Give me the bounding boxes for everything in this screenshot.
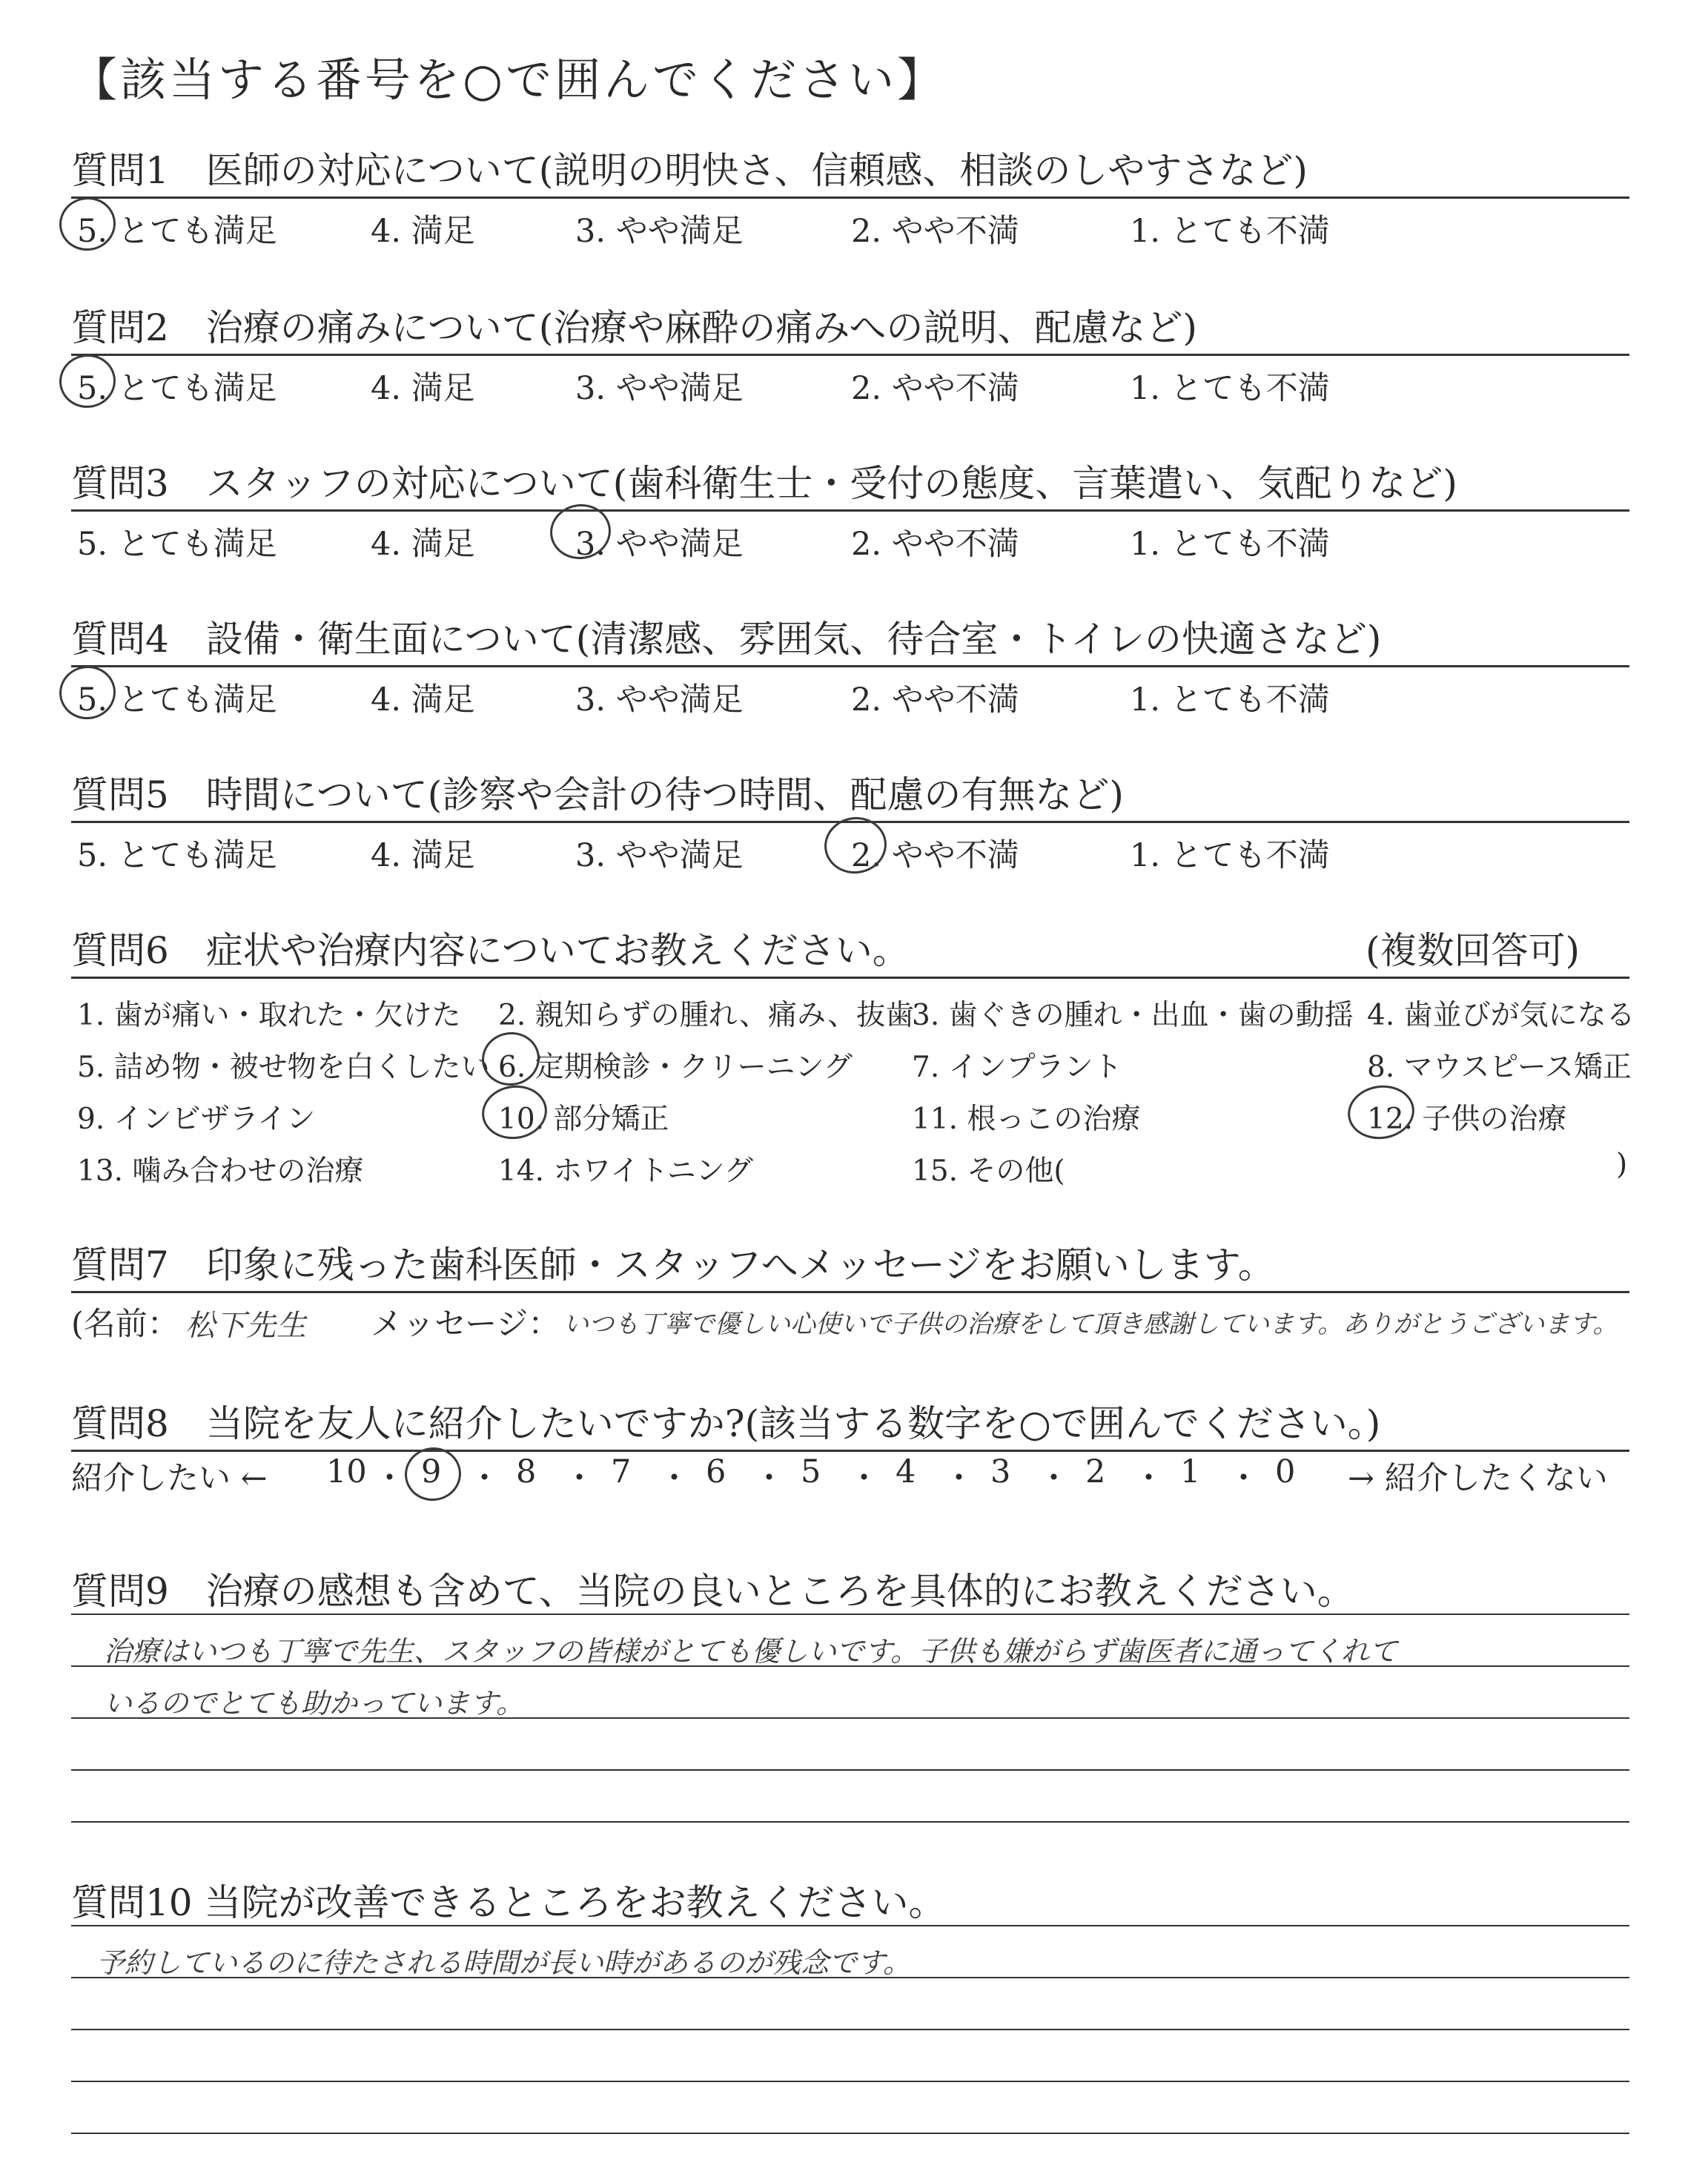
q4-option-5[interactable]: 5. とても満足 <box>77 681 277 719</box>
q7-name-label: (名前： <box>71 1306 179 1343</box>
q6-option-10[interactable]: 10. 部分矯正 <box>498 1103 669 1136</box>
q8-scale-separator: ・ <box>848 1460 880 1497</box>
q2-option-5[interactable]: 5. とても満足 <box>77 370 277 407</box>
q1-option-4[interactable]: 4. 満足 <box>371 213 475 250</box>
q8-scale-7[interactable]: 7 <box>611 1453 632 1490</box>
q8-title: 質問8 当院を友人に紹介したいですか?(該当する数字を○で囲んでください。) <box>71 1402 1381 1445</box>
q7-message-value[interactable]: いつも丁寧で優しい心使いで子供の治療をして頂き感謝しています。ありがとうございます。 <box>563 1309 1618 1339</box>
q8-scale-0[interactable]: 0 <box>1275 1453 1296 1490</box>
q8-scale-5[interactable]: 5 <box>801 1453 821 1490</box>
q8-divider <box>71 1450 1629 1452</box>
q5-option-1[interactable]: 1. とても不満 <box>1130 837 1330 874</box>
q3-option-2[interactable]: 2. やや不満 <box>851 526 1019 563</box>
q9-line-1 <box>71 1665 1629 1667</box>
q9-line-4 <box>71 1821 1629 1823</box>
q5-title: 質問5 時間について(診察や会計の待つ時間、配慮の有無など) <box>71 773 1124 816</box>
q3-divider <box>71 509 1629 512</box>
q1-option-3[interactable]: 3. やや満足 <box>575 213 744 250</box>
q8-scale-4[interactable]: 4 <box>896 1453 916 1490</box>
q4-divider <box>71 665 1629 667</box>
q8-scale <box>326 1453 1320 1495</box>
q8-scale-separator: ・ <box>1038 1460 1070 1497</box>
q8-scale-8[interactable]: 8 <box>516 1453 537 1490</box>
q6-multiple-note: (複数回答可) <box>1366 929 1580 972</box>
q2-option-1[interactable]: 1. とても不満 <box>1130 370 1330 407</box>
q8-scale-separator: ・ <box>753 1460 785 1497</box>
q1-option-1[interactable]: 1. とても不満 <box>1130 213 1330 250</box>
q5-option-5[interactable]: 5. とても満足 <box>77 837 277 874</box>
q3-option-5[interactable]: 5. とても満足 <box>77 526 277 563</box>
q10-line-2 <box>71 2029 1629 2030</box>
q7-name-value[interactable]: 松下先生 <box>185 1309 307 1343</box>
q6-option-5[interactable]: 5. 詰め物・被せ物を白くしたい <box>77 1051 490 1084</box>
q2-option-3[interactable]: 3. やや満足 <box>575 370 744 407</box>
q2-divider <box>71 354 1629 356</box>
q9-line-3 <box>71 1769 1629 1771</box>
q10-line-1 <box>71 1977 1629 1978</box>
q8-scale-9[interactable]: 9 <box>421 1453 442 1490</box>
q5-option-4[interactable]: 4. 満足 <box>371 837 475 874</box>
q9-title: 質問9 治療の感想も含めて、当院の良いところを具体的にお教えください。 <box>71 1570 1354 1613</box>
q8-scale-separator: ・ <box>563 1460 595 1497</box>
q10-line-3 <box>71 2081 1629 2082</box>
q8-left-label: 紹介したい ← <box>71 1460 268 1497</box>
q4-option-4[interactable]: 4. 満足 <box>371 681 475 719</box>
q1-divider <box>71 196 1629 199</box>
q9-line-2 <box>71 1717 1629 1719</box>
q10-answer-line-1[interactable]: 予約しているのに待たされる時間が長い時があるのが残念です。 <box>96 1946 911 1979</box>
q3-option-4[interactable]: 4. 満足 <box>371 526 475 563</box>
q6-option-15[interactable]: 15. その他( <box>912 1155 1065 1188</box>
q6-option-9[interactable]: 9. インビザライン <box>77 1103 316 1136</box>
q2-option-2[interactable]: 2. やや不満 <box>851 370 1019 407</box>
q7-divider <box>71 1291 1629 1293</box>
q1-option-2[interactable]: 2. やや不満 <box>851 213 1019 250</box>
q6-option-11[interactable]: 11. 根っこの治療 <box>912 1103 1141 1136</box>
q8-scale-separator: ・ <box>374 1460 406 1497</box>
q5-option-3[interactable]: 3. やや満足 <box>575 837 744 874</box>
q4-option-1[interactable]: 1. とても不満 <box>1130 681 1330 719</box>
q8-scale-2[interactable]: 2 <box>1085 1453 1106 1490</box>
q6-option-14[interactable]: 14. ホワイトニング <box>498 1155 753 1188</box>
q6-option-1[interactable]: 1. 歯が痛い・取れた・欠けた <box>77 999 461 1032</box>
q8-scale-separator: ・ <box>943 1460 975 1497</box>
q6-option-6[interactable]: 6. 定期検診・クリーニング <box>498 1051 853 1084</box>
q9-line-0 <box>71 1614 1629 1615</box>
q3-title: 質問3 スタッフの対応について(歯科衛生士・受付の態度、言葉遣い、気配りなど) <box>71 462 1457 505</box>
q8-right-label: → 紹介したくない <box>1348 1460 1608 1497</box>
q4-option-3[interactable]: 3. やや満足 <box>575 681 744 719</box>
q5-option-2[interactable]: 2. やや不満 <box>851 837 1019 874</box>
q8-scale-3[interactable]: 3 <box>990 1453 1011 1490</box>
q9-answer-line-1[interactable]: 治療はいつも丁寧で先生、スタッフの皆様がとても優しいです。子供も嫌がらず歯医者に通ってくれて <box>104 1635 1397 1668</box>
q8-selection-circle <box>401 1444 464 1505</box>
q8-scale-1[interactable]: 1 <box>1180 1453 1201 1490</box>
q2-option-4[interactable]: 4. 満足 <box>371 370 475 407</box>
q4-title: 質問4 設備・衛生面について(清潔感、雰囲気、待合室・トイレの快適さなど) <box>71 618 1382 661</box>
q2-title: 質問2 治療の痛みについて(治療や麻酔の痛みへの説明、配慮など) <box>71 306 1197 349</box>
q6-option-15-close: ) <box>1616 1148 1628 1181</box>
q1-option-5[interactable]: 5. とても満足 <box>77 213 277 250</box>
q6-title: 質問6 症状や治療内容についてお教えください。 <box>71 929 910 972</box>
q6-divider <box>71 977 1629 979</box>
q6-option-4[interactable]: 4. 歯並びが気になる <box>1367 999 1635 1032</box>
q10-line-4 <box>71 2133 1629 2134</box>
q10-line-0 <box>71 1925 1629 1926</box>
form-title: 【該当する番号を○で囲んでください】 <box>71 53 947 107</box>
q8-scale-10[interactable]: 10 <box>326 1453 367 1490</box>
q8-scale-separator: ・ <box>1228 1460 1260 1497</box>
q6-option-13[interactable]: 13. 噛み合わせの治療 <box>77 1155 364 1188</box>
q1-title: 質問1 医師の対応について(説明の明快さ、信頼感、相談のしやすさなど) <box>71 149 1308 192</box>
q6-option-2[interactable]: 2. 親知らずの腫れ、痛み、抜歯 <box>498 999 915 1032</box>
q3-option-1[interactable]: 1. とても不満 <box>1130 526 1330 563</box>
q8-scale-separator: ・ <box>1133 1460 1165 1497</box>
q4-option-2[interactable]: 2. やや不満 <box>851 681 1019 719</box>
q9-answer-line-2[interactable]: いるのでとても助かっています。 <box>104 1687 524 1720</box>
q7-title: 質問7 印象に残った歯科医師・スタッフへメッセージをお願いします。 <box>71 1244 1275 1287</box>
q6-option-8[interactable]: 8. マウスピース矯正 <box>1367 1051 1632 1084</box>
q8-scale-6[interactable]: 6 <box>706 1453 726 1490</box>
q8-scale-separator: ・ <box>469 1460 500 1497</box>
q8-scale-separator: ・ <box>658 1460 690 1497</box>
q6-option-12[interactable]: 12. 子供の治療 <box>1367 1103 1567 1136</box>
q10-title: 質問10 当院が改善できるところをお教えください。 <box>71 1881 946 1924</box>
q6-option-7[interactable]: 7. インプラント <box>912 1051 1122 1084</box>
q6-option-3[interactable]: 3. 歯ぐきの腫れ・出血・歯の動揺 <box>912 999 1354 1032</box>
q7-message-label: メッセージ： <box>371 1306 560 1343</box>
q3-option-3[interactable]: 3. やや満足 <box>575 526 744 563</box>
